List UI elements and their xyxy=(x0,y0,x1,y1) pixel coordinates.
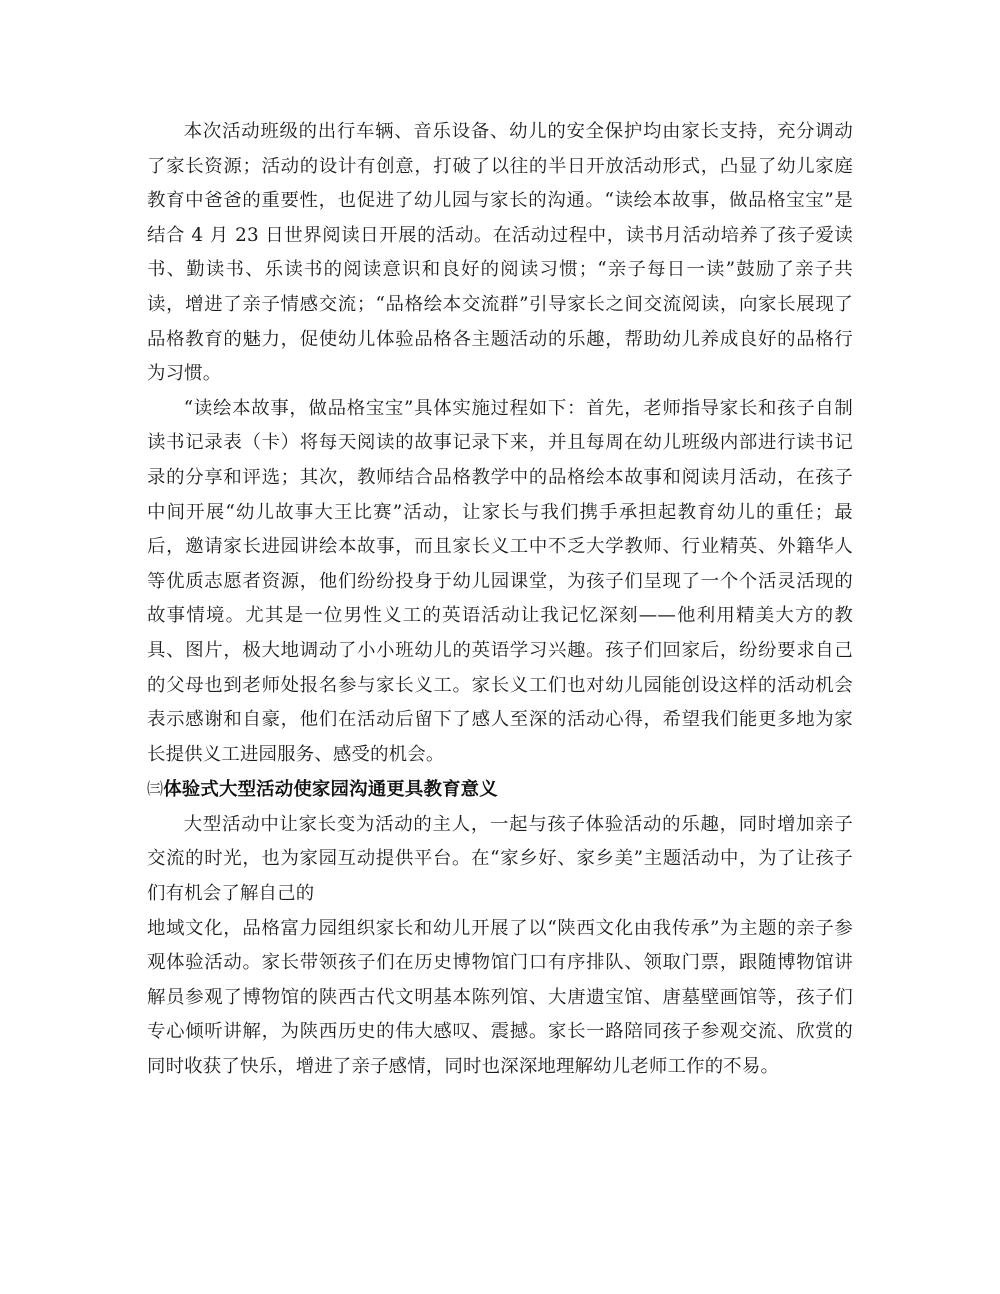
section-heading-text: 体验式大型活动使家园沟通更具教育意义 xyxy=(163,779,498,801)
paragraph-large-activity: 大型活动中让家长变为活动的主人，一起与孩子体验活动的乐趣，同时增加亲子交流的时光，也为家园互动提供平台。在“家乡好、家乡美”主题活动中，为了让孩子们有机会了解自己的 xyxy=(147,813,853,905)
section-number: ㈢ xyxy=(147,779,164,799)
section-heading xyxy=(147,772,853,808)
paragraph-regional-culture: 地域文化，品格富力园组织家长和幼儿开展了以“陕西文化由我传承”为主题的亲子参观体验活动。家长带领孩子们在历史博物馆门口有序排队、领取门票，跟随博物馆讲解员参观了博物馆的陕西古代文明基本陈列馆、大唐遗宝馆、唐墓壁画馆等，孩子们专心倾听讲解，为陕西历史的伟大感叹、震撼。家长一路陪同孩子参观交流、欣赏的同时收获了快乐，增进了亲子感情，同时也深深地理解幼儿老师工作的不易。 xyxy=(147,917,853,1078)
paragraph-implementation: “读绘本故事，做品格宝宝”具体实施过程如下：首先，老师指导家长和孩子自制读书记录表（卡）将每天阅读的故事记录下来，并且每周在幼儿班级内部进行读书记录的分享和评选；其次，教师结合品格教学中的品格绘本故事和阅读月活动，在孩子中间开展“幼儿故事大王比赛”活动，让家长与我们携手承担起教育幼儿的重任；最后，邀请家长进园讲绘本故事，而且家长义工中不乏大学教师、行业精英、外籍华人等优质志愿者资源，他们纷纷投身于幼儿园课堂，为孩子们呈现了一个个活灵活现的故事情境。尤其是一位男性义工的英语活动让我记忆深刻——他利用精美大方的教具、图片，极大地调动了小小班幼儿的英语学习兴趣。孩子们回家后，纷纷要求自己的父母也到老师处报名参与家长义工。家长义工们也对幼儿园能创设这样的活动机会表示感谢和自豪，他们在活动后留下了感人至深的活动心得，希望我们能更多地为家长提供义工进园服务、感受的机会。 xyxy=(147,397,853,765)
paragraph-activity-summary: 本次活动班级的出行车辆、音乐设备、幼儿的安全保护均由家长支持，充分调动了家长资源；活动的设计有创意，打破了以往的半日开放活动形式，凸显了幼儿家庭教育中爸爸的重要性，也促进了幼儿园与家长的沟通。“读绘本故事，做品格宝宝”是结合 4 月 23 日世界阅读日开展的活动。在活动过程中，读书月活动培养了孩子爱读书、勤读书、乐读书的阅读意识和良好的阅读习惯；“亲子每日一读”鼓励了亲子共读，增进了亲子情感交流；“品格绘本交流群”引导家长之间交流阅读，向家长展现了品格教育的魅力，促使幼儿体验品格各主题活动的乐趣，帮助幼儿养成良好的品格行为习惯。 xyxy=(147,121,853,385)
document-body xyxy=(147,115,853,1085)
